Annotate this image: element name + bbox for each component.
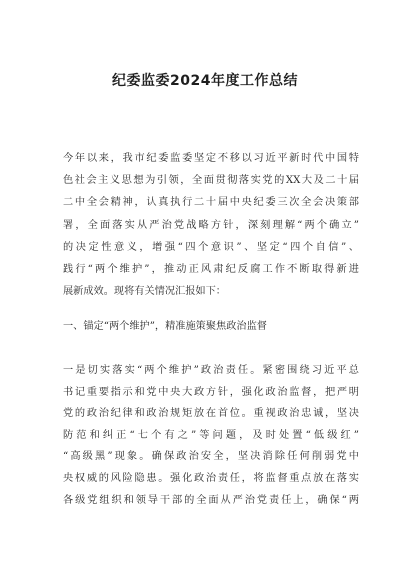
paragraph-line: 防范和纠正“七个有之”等问题，及时处置“低级红”	[63, 429, 359, 441]
section-heading: 一、锚定“两个维护”，精准施策聚焦政治监督	[63, 321, 267, 332]
paragraph-line: 央权威的风险隐患。强化政治责任，将监督重点放在落实	[63, 472, 359, 484]
paragraph-line: “高级黑”现象。确保政治安全，坚决消除任何削弱党中	[63, 451, 359, 463]
paragraph-line: 色社会主义思想为引领，全面贯彻落实党的XX大及二十届	[63, 175, 359, 187]
document-title: 纪委监委2024年度工作总结	[112, 73, 298, 89]
paragraph-line: 今年以来，我市纪委监委坚定不移以习近平新时代中国特	[63, 153, 359, 164]
paragraph-line: 署，全面落实从严治党战略方针，深刻理解“两个确立”	[63, 219, 359, 231]
paragraph-line: 书记重要指示和党中央大政方针，强化政治监督，把严明	[63, 386, 359, 398]
paragraph-line: 各级党组织和领导干部的全面从严治党责任上，确保“两	[63, 494, 359, 506]
paragraph-line: 展新成效。现将有关情况汇报如下：	[63, 286, 226, 298]
paragraph-line: 一是切实落实“两个维护”政治责任。紧密围绕习近平总	[63, 365, 359, 376]
paragraph-line: 的决定性意义，增强“四个意识”、坚定“四个自信”、	[63, 241, 359, 253]
paragraph-line: 践行“两个维护”，推动正风肃纪反腐工作不断取得新进	[63, 264, 359, 276]
paragraph-line: 党的政治纪律和政治规矩放在首位。重视政治忠诚，坚决	[63, 408, 359, 420]
section-paragraph	[63, 360, 359, 511]
intro-paragraph	[63, 148, 359, 303]
paragraph-line: 二中全会精神，认真执行二十届中央纪委三次全会决策部	[63, 197, 359, 209]
